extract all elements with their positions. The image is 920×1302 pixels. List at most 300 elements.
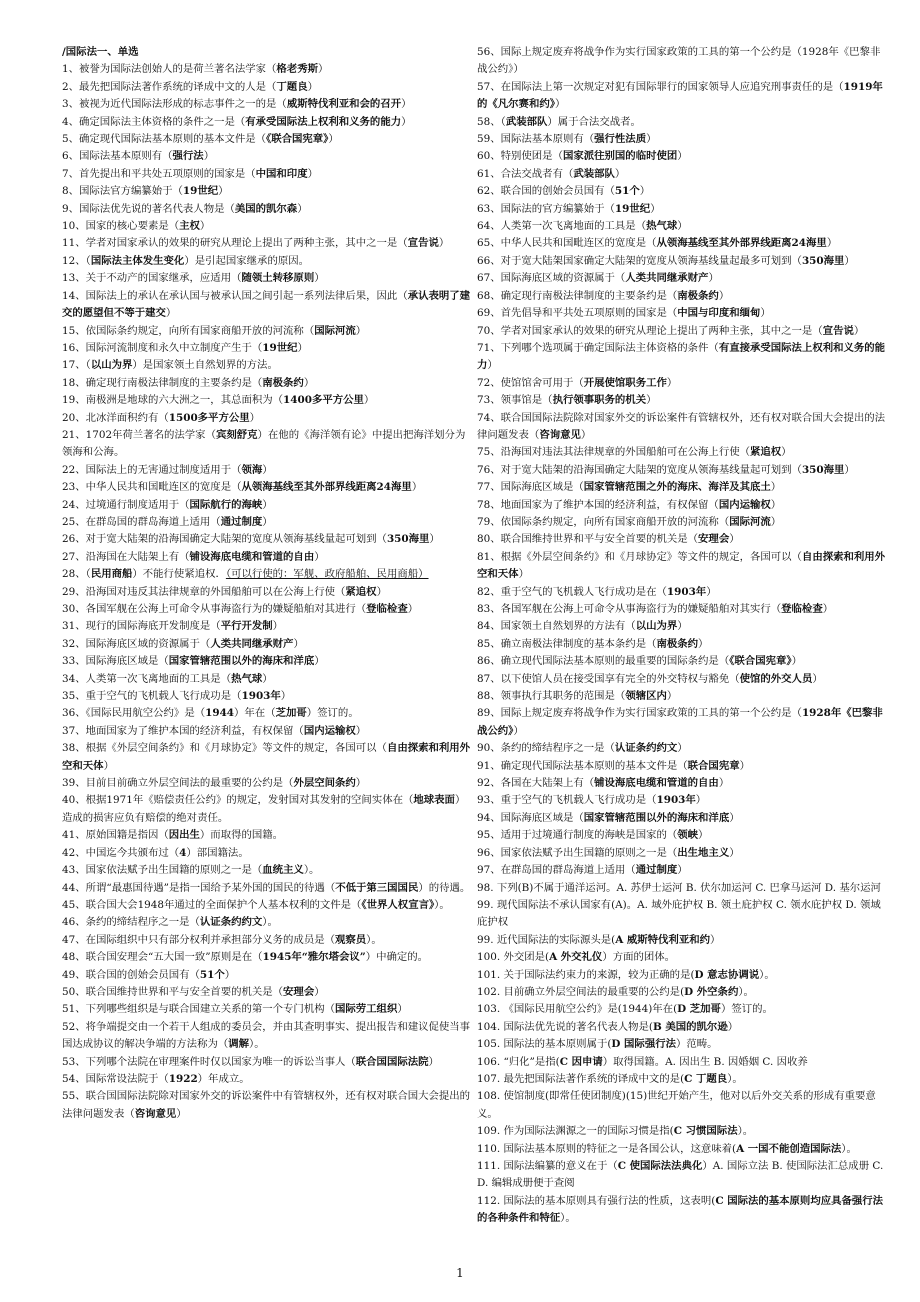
question-text: 49、联合国的创始会员国有（ <box>62 968 200 981</box>
question-text: ）。 <box>759 968 775 981</box>
question-text: ）。 <box>738 985 754 998</box>
answer-text: 登临检查 <box>781 603 823 615</box>
answer-text: 紧追权 <box>750 446 782 459</box>
question-text: 21、1702年荷兰著名的法学家（ <box>62 428 216 441</box>
question-text: 54、国际常设法院于（ <box>62 1072 169 1085</box>
question-item <box>62 427 474 462</box>
question-text: 40、根据1971年《赔偿责任公约》的规定，发射国对其发射的空间实体在（ <box>62 794 414 807</box>
question-text: ） <box>293 637 304 650</box>
question-item <box>477 1158 889 1193</box>
question-item <box>62 897 474 914</box>
question-text: 38、根据《外层空间条约》和《月球协定》等文件的规定，各国可以（ <box>62 742 387 755</box>
question-item <box>477 305 889 322</box>
answer-text: 美国的凯尔森 <box>234 202 298 215</box>
question-text: ） <box>314 985 325 998</box>
answer-text: 热气球 <box>231 672 263 685</box>
answer-text: 血统主义 <box>262 864 304 877</box>
question-item <box>62 96 474 113</box>
answer-text: 19世纪 <box>614 202 651 215</box>
answer-text: 出生地主义 <box>677 846 730 859</box>
question-text: ） <box>650 202 661 215</box>
question-text: ） <box>411 481 423 494</box>
question-text: 1、被誉为国际法创始人的是荷兰著名法学家（ <box>62 63 277 76</box>
answer-text: 有直接承受国际法上权利和义务的能力 <box>477 341 886 372</box>
question-item <box>477 183 889 200</box>
answer-text: 使馆的外交人员 <box>739 672 813 685</box>
question-text: ） <box>844 463 855 476</box>
question-text: 61、合法交战者有（ <box>477 167 574 180</box>
answer-text: 宣告说 <box>822 324 854 337</box>
question-text: 12、（ <box>62 254 91 267</box>
question-text: 60、特别使团是（ <box>477 150 563 163</box>
question-text: 50、联合国维持世界和平与安全首要的机关是（ <box>62 985 284 998</box>
question-text: 63、国际法的官方编纂始于（ <box>477 202 615 215</box>
question-text: ）属于合法交战者。 <box>547 115 641 128</box>
question-text: ） <box>165 307 177 320</box>
answer-text: 南极条约 <box>677 289 719 302</box>
answer-text: D 意志协调说 <box>694 968 760 981</box>
question-item <box>477 131 889 148</box>
answer-text: 领海 <box>241 463 263 476</box>
page-number: 1 <box>456 1266 464 1280</box>
question-item <box>62 723 474 740</box>
question-item <box>62 462 474 479</box>
answer-text: 350海里 <box>801 254 845 267</box>
question-text: 104. 国际法优先说的著名代表人物是( <box>477 1020 653 1033</box>
question-text: ）取得国籍。A. 因出生 B. 因婚姻 C. 因收养 <box>602 1055 808 1068</box>
answer-text: 国际法主体发生变化 <box>90 254 185 267</box>
question-text: 7、首先提出和平共处五项原则的国家是（ <box>62 167 256 180</box>
question-text: ） <box>363 394 375 407</box>
question-text: ） <box>262 498 273 511</box>
question-text: 110. 国际法基本原则的特征之一是各国公认，这意味着( <box>477 1142 737 1155</box>
question-text: ） <box>199 220 211 233</box>
question-item <box>62 531 474 548</box>
answer-text: 承认表明了建交的愿望但不等于建交 <box>62 289 471 320</box>
question-item <box>62 740 474 775</box>
question-text: 98. 下列(B)不属于通洋运河。A. 苏伊士运河 B. 伏尔加运河 C. 巴拿马运河 D. 基尔运河 <box>477 881 881 894</box>
question-text: ）在他的《海洋领有论》中提出把海洋划分为领海和公海。 <box>62 428 466 459</box>
answer-text: 1400多平方公里 <box>283 394 364 407</box>
answer-text: 观察员 <box>335 933 367 946</box>
question-text: ） <box>297 202 308 215</box>
answer-text: 国家管辖范围之外的海床、海洋及其底土 <box>583 481 771 494</box>
question-text: 99. 近代国际法的实际源头是( <box>477 933 616 946</box>
question-text: 80、联合国维持世界和平与安全首要的机关是（ <box>477 533 699 546</box>
answer-text: D 芝加哥 <box>677 1003 721 1016</box>
question-item <box>477 845 889 862</box>
question-text: ） <box>428 1055 439 1068</box>
question-text: ） <box>376 585 387 598</box>
question-item <box>477 636 889 653</box>
question-item <box>477 810 889 827</box>
answer-text: 国际航行的海峡 <box>189 498 263 511</box>
question-text: 44、所谓“最惠国待遇”是指一国给予某外国的国民的待遇（ <box>62 881 336 894</box>
question-text: ） <box>727 1020 739 1033</box>
question-text: ） <box>639 185 651 198</box>
question-text: 11、学者对国家承认的效果的研究从理论上提出了两种主张，其中之一是（ <box>62 237 408 250</box>
question-text: 31、现行的国际海底开发制度是（ <box>62 620 221 633</box>
question-item <box>477 1193 889 1228</box>
question-text: ） <box>297 341 308 354</box>
question-item <box>477 514 889 531</box>
question-text: ） <box>262 463 273 476</box>
question-text: 76、对于宽大陆架的沿海国确定大陆架的宽度从领海基线量起可划到（ <box>477 463 802 476</box>
answer-text: 人类共同继承财产 <box>625 272 709 285</box>
question-text: ） <box>718 777 730 790</box>
question-item <box>62 549 474 566</box>
question-text: ） <box>677 864 688 877</box>
question-text: 71、下列哪个选项属于确定国际法主体资格的条件（ <box>477 341 719 354</box>
question-text: ） <box>218 185 229 198</box>
question-text: ） <box>677 220 688 233</box>
question-text: ） <box>307 80 318 93</box>
question-text: ）。 <box>560 1212 576 1225</box>
answer-text: 从领海基线至其外部界线距离24海里 <box>241 481 412 494</box>
question-text: 86、确立现代国际法基本原则的最重要的国际条约是（ <box>477 655 730 668</box>
question-text: ） <box>695 794 707 807</box>
question-item <box>62 514 474 531</box>
question-item <box>477 375 889 392</box>
question-item <box>477 601 889 618</box>
question-text: 25、在群岛国的群岛海道上适用（ <box>62 515 221 528</box>
question-text: 68、确定现行南极法律制度的主要条约是（ <box>477 289 678 302</box>
question-text: 88、领事执行其职务的范围是（ <box>477 690 626 703</box>
question-item <box>477 79 889 114</box>
question-item <box>477 984 889 1001</box>
question-text: ） <box>401 98 412 111</box>
question-text: ） <box>770 498 782 511</box>
question-text: 69、首先倡导和平共处五项原则的国家是（ <box>477 307 678 320</box>
question-item <box>62 827 474 844</box>
question-text: ） <box>729 846 740 859</box>
question-text: 15、依国际条约规定，向所有国家商船开放的河流称（ <box>62 324 315 337</box>
question-text: 5、确定现代国际法基本原则的基本文件是（ <box>62 133 267 146</box>
question-text: ） <box>103 759 114 772</box>
question-text: ） <box>314 272 325 285</box>
answer-text: 咨询意见 <box>539 428 581 441</box>
answer-text: 《联合国宪章》 <box>266 133 329 146</box>
question-text: 57、在国际法上第一次规定对犯有国际罪行的国家领导人应追究刑事责任的是（ <box>477 80 844 93</box>
answer-text: 1903年 <box>241 690 281 703</box>
question-text: 112. 国际法的基本原则具有强行法的性质，这表明( <box>477 1194 716 1207</box>
question-text: 77、国际海底区域是（ <box>477 481 584 494</box>
question-text: 94、国际海底区域是（ <box>477 811 584 824</box>
question-item <box>477 1054 889 1071</box>
question-item <box>62 148 474 165</box>
question-item <box>62 880 474 897</box>
question-item <box>62 775 474 792</box>
question-item <box>62 201 474 218</box>
question-item <box>477 288 889 305</box>
question-text: ） <box>262 672 273 685</box>
question-text: 102. 目前确立外层空间法的最重要的公约是( <box>477 985 685 998</box>
answer-text: 中国与印度和缅甸 <box>677 307 761 320</box>
answer-text: 1944 <box>205 707 235 720</box>
answer-text: 芝加哥 <box>275 707 307 720</box>
question-item <box>62 340 474 357</box>
question-text: ）。 <box>434 898 450 911</box>
question-text: ） <box>355 324 367 337</box>
answer-text: 国内运输权 <box>303 724 356 737</box>
question-text: ）方面的团体。 <box>602 951 676 964</box>
question-item <box>477 201 889 218</box>
question-item <box>477 705 889 740</box>
question-text: ） <box>272 620 284 633</box>
question-text: 47、在国际组织中只有部分权利并承担部分义务的成员是（ <box>62 933 335 946</box>
answer-text: 安理会 <box>283 985 315 998</box>
question-item <box>477 1071 889 1088</box>
question-item <box>62 688 474 705</box>
answer-text: C 因申请 <box>559 1055 603 1068</box>
question-item <box>477 1019 889 1036</box>
answer-text: 登临检查 <box>366 603 408 615</box>
right-column <box>477 44 889 1228</box>
answer-text: D 国际强行法 <box>611 1038 676 1051</box>
question-item <box>62 949 474 966</box>
answer-text: 铺设海底电缆和管道的自由 <box>189 550 315 563</box>
answer-text: 4 <box>179 846 187 859</box>
question-item <box>62 323 474 340</box>
question-text: 66、对于宽大陆架国家确定大陆架的宽度从领海基线量起最多可划到（ <box>477 254 802 267</box>
question-text: ） <box>677 150 688 163</box>
answer-text: 《联合国宪章》 <box>729 655 792 668</box>
question-item <box>62 235 474 252</box>
answer-text: 19世纪 <box>182 185 219 198</box>
question-text: ） <box>580 428 592 441</box>
question-text: 19、南极洲是地球的六大洲之一，其总面积为（ <box>62 394 284 407</box>
question-item <box>477 462 889 479</box>
question-item <box>477 671 889 688</box>
question-item <box>62 357 474 374</box>
question-text: ） <box>401 115 412 128</box>
question-item <box>62 131 474 148</box>
question-item <box>477 792 889 809</box>
answer-text: 咨询意见 <box>134 1107 177 1120</box>
question-item <box>62 1071 474 1088</box>
answer-text: 联合国国际法院 <box>355 1055 429 1068</box>
question-item <box>477 740 889 757</box>
question-text: ） <box>554 98 566 111</box>
question-text: 91、确定现代国际法基本原则的基本文件是（ <box>477 759 688 772</box>
answer-text: D 外空条约 <box>684 985 739 998</box>
question-text: ） <box>729 811 740 824</box>
question-text: 23、中华人民共和国毗连区的宽度是（ <box>62 481 242 494</box>
question-text: ） <box>781 446 792 459</box>
question-text: 87、以下使馆人员在接受国享有完全的外交特权与豁免（ <box>477 672 740 685</box>
question-text: 82、重于空气的飞机载人飞行成功是在（ <box>477 585 667 598</box>
answer-text: 认证条约约文 <box>199 916 263 929</box>
question-text: 2、最先把国际法著作系统的译成中文的人是（ <box>62 80 277 93</box>
question-text: 85、确立南极法律制度的基本条约是（ <box>477 637 657 650</box>
question-text: ） <box>487 359 498 372</box>
question-text: ）。 <box>303 864 320 877</box>
answer-text: 从领海基线至其外部界线距离24海里 <box>656 237 827 250</box>
question-item <box>62 845 474 862</box>
answer-text: 民用商船 <box>90 568 133 581</box>
question-item <box>62 671 474 688</box>
question-item <box>62 1019 474 1054</box>
question-text: 89、国际上规定废弃将战争作为实行国家政策的工具的第一个公约是（ <box>477 707 802 720</box>
answer-text: 强行性法质 <box>594 133 647 146</box>
question-text: 52、将争端提交由一个若干人组成的委员会，并由其查明事实、提出报告和建议促使当事国达成协议的解决争端的方法称为（ <box>62 1020 471 1051</box>
question-text: 97、在群岛国的群岛海道上适用（ <box>477 864 636 877</box>
answer-text: 外层空间条约 <box>293 777 356 790</box>
question-text: 9、国际法优先说的著名代表人物是（ <box>62 202 235 215</box>
answer-text: 领辖区内 <box>625 690 667 703</box>
answer-text: B 美国的凯尔逊 <box>652 1020 728 1033</box>
question-text: ） <box>355 724 367 737</box>
answer-text: 国家派往别国的临时使团 <box>562 150 678 163</box>
question-item <box>477 688 889 705</box>
answer-text: 紧追权 <box>345 585 377 598</box>
question-item <box>477 549 889 584</box>
answer-text: 自由探索和利用外空和天体 <box>62 742 471 772</box>
question-item <box>477 862 889 879</box>
question-item <box>477 323 889 340</box>
answer-text: 1945年“雅尔塔会议” <box>262 951 366 964</box>
question-text: 27、沿海国在大陆架上有（ <box>62 550 190 563</box>
question-text: 18、确定现行南极法律制度的主要条约是（ <box>62 376 263 389</box>
question-item <box>477 444 889 461</box>
question-text: 101. 关于国际法约束力的来源，较为正确的是( <box>477 968 695 981</box>
question-item <box>62 932 474 949</box>
question-text: 56、国际上规定废弃将战争作为实行国家政策的工具的第一个公约是（1928年《巴黎非战公约》） <box>477 46 881 76</box>
question-text: 100. 外交团是( <box>477 951 550 964</box>
question-item <box>62 166 474 183</box>
question-item <box>62 1001 474 1018</box>
question-item <box>62 862 474 879</box>
question-text: ） <box>646 133 657 146</box>
question-item <box>477 775 889 792</box>
answer-text: 平行开发制 <box>220 620 273 633</box>
question-text: ）签订的。 <box>306 707 359 720</box>
question-text: 28、（ <box>62 568 91 581</box>
question-text: 41、原始国籍是指因（ <box>62 829 169 842</box>
question-item <box>62 914 474 931</box>
question-text: 36、《国际民用航空公约》是（ <box>62 707 206 720</box>
answer-text: 有承受国际法上权利和义务的能力 <box>245 115 402 128</box>
question-text: 53、下列哪个法院在审理案件时仅以国家为唯一的诉讼当事人（ <box>62 1055 356 1068</box>
question-text: ） <box>677 620 688 633</box>
question-text: ）。 <box>727 1072 743 1085</box>
question-text: 30、各国军舰在公海上可命令从事海盗行为的嫌疑船舶对其进行（ <box>62 603 367 615</box>
question-text: ） <box>407 603 419 615</box>
question-text: ） <box>438 237 450 250</box>
question-item <box>477 1036 889 1053</box>
question-text: 72、使馆馆舍可用于（ <box>477 376 584 389</box>
question-text: 35、重于空气的飞机载人飞行成功是（ <box>62 690 242 703</box>
answer-text: 国内运输权 <box>718 498 771 511</box>
question-item <box>62 705 474 722</box>
question-text: 90、条约的缔结程序之一是（ <box>477 742 615 755</box>
question-text: 62、联合国的创始会员国有（ <box>477 185 615 198</box>
question-text: ） <box>646 394 657 407</box>
question-text: 99. 现代国际法不承认国家有(A)。A. 域外庇护权 B. 领土庇护权 C. 领水庇护权 D. 领域庇护权 <box>477 898 881 929</box>
question-text: 8、国际法官方编纂始于（ <box>62 185 183 198</box>
question-text: 29、沿海国对违反其法律规章的外国船舶可以在公海上行使（ <box>62 585 346 598</box>
question-text: ） <box>328 133 339 146</box>
question-text: 39、目前目前确立外层空间法的最重要的公约是（ <box>62 777 294 790</box>
question-item <box>477 410 889 445</box>
question-text: ） <box>739 759 750 772</box>
question-text: ） <box>614 167 626 180</box>
question-item <box>477 1088 889 1123</box>
question-item <box>62 479 474 496</box>
answer-text: 宾刻舒克 <box>215 428 258 441</box>
question-text: ） <box>203 150 215 163</box>
question-item <box>477 827 889 844</box>
question-text: 74、联合国国际法院除对国家外交的诉讼案件有管辖权外，还有权对联合国大会提出的法律问题发表（ <box>477 411 886 441</box>
question-text: ） <box>698 637 709 650</box>
question-text: ） <box>262 515 273 528</box>
question-text: 73、领事馆是（ <box>477 394 553 407</box>
question-text: 93、重于空气的飞机载人飞行成功是（ <box>477 794 657 807</box>
section-title: /国际法一、单选 <box>62 46 139 58</box>
question-text: ）造成的损害应负有赔偿的绝对责任。 <box>62 794 466 824</box>
question-text: ）年成立。 <box>197 1072 250 1085</box>
answer-text: 威斯特伐利亚和会的召开 <box>286 98 402 111</box>
answer-text: 热气球 <box>646 220 678 233</box>
question-text: ）部国籍法。 <box>186 846 249 859</box>
question-item <box>477 497 889 514</box>
question-text: ） <box>729 533 740 546</box>
question-item <box>477 584 889 601</box>
question-text: 95、适用于过境通行制度的海峡是国家的（ <box>477 829 678 842</box>
question-item <box>477 880 889 897</box>
question-text: 3、被视为近代国际法形成的标志事件之一的是（ <box>62 98 287 111</box>
question-text: 55、联合国国际法院除对国家外交的诉讼案件中有管辖权外，还有权对联合国大会提出的法律问题发表（ <box>62 1090 471 1120</box>
question-item <box>62 1054 474 1071</box>
answer-text: 强行法 <box>172 150 204 163</box>
question-text: ） <box>317 63 329 76</box>
answer-text: A 外交礼仪 <box>549 951 603 964</box>
question-text: ）签订的。 <box>720 1003 773 1016</box>
question-item <box>477 1001 889 1018</box>
question-item <box>477 758 889 775</box>
question-text: 10、国家的核心要素是（ <box>62 220 180 233</box>
answer-text: 中国和印度 <box>255 167 308 180</box>
question-text: ）而取得的国籍。 <box>199 829 284 842</box>
question-text: ） <box>710 933 721 946</box>
answer-text: 《世界人权宣言》 <box>361 898 435 911</box>
question-item <box>62 253 474 270</box>
question-item <box>477 340 889 375</box>
question-text: ）。 <box>841 1142 857 1155</box>
answer-text: 安理会 <box>698 533 730 546</box>
question-text: ） <box>303 376 315 389</box>
answer-text: 因出生 <box>168 829 200 842</box>
answer-text: 地球表面 <box>413 794 455 807</box>
question-item <box>62 792 474 827</box>
question-text: ）。 <box>262 916 278 929</box>
answer-text: A 威斯特伐利亚和约 <box>615 933 710 946</box>
question-text: 83、各国军舰在公海上可命令从事海盗行为的嫌疑船舶对其实行（ <box>477 603 782 615</box>
question-item <box>477 932 889 949</box>
question-text: ） <box>770 515 782 528</box>
question-text: ） <box>518 568 529 581</box>
question-text: 67、国际海底区域的资源属于（ <box>477 272 626 285</box>
question-text: ） <box>429 533 440 546</box>
question-item <box>62 79 474 96</box>
question-text: 111. 国际法编纂的意义在于（ <box>477 1160 618 1172</box>
question-text: 24、过境通行制度适用于（ <box>62 498 190 511</box>
answer-text: 联合国宪章 <box>687 759 740 772</box>
question-item <box>477 392 889 409</box>
answer-text: 人类共同继承财产 <box>210 637 294 650</box>
question-item <box>62 984 474 1001</box>
question-text: ）。 <box>737 1125 754 1138</box>
